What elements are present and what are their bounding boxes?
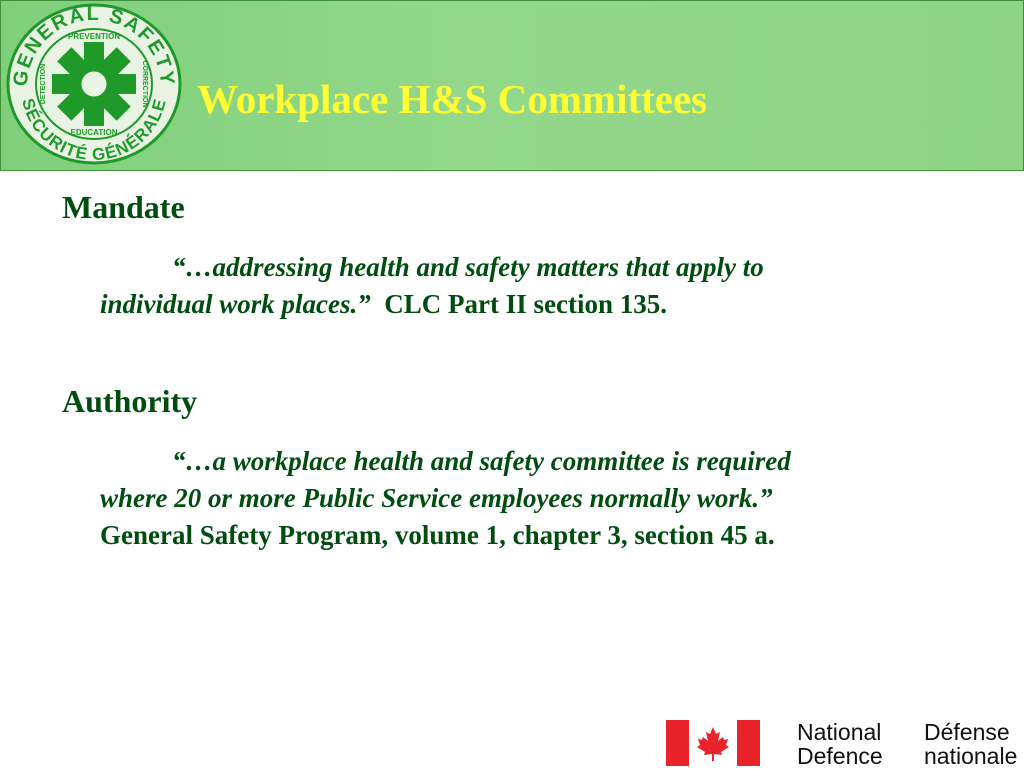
- slide-title: Workplace H&S Committees: [197, 76, 708, 122]
- mandate-quote: [100, 249, 980, 323]
- header-banner: [0, 0, 1024, 171]
- mandate-quote-line1: “…addressing health and safety matters that apply to: [172, 252, 764, 282]
- svg-text:DETECTION: DETECTION: [40, 63, 47, 105]
- footer-defense-fr: Défense: [924, 719, 1010, 745]
- canada-flag-icon: [666, 720, 760, 766]
- svg-text:PREVENTION: PREVENTION: [67, 32, 121, 41]
- authority-quote: [100, 443, 980, 554]
- authority-heading: Authority: [62, 383, 198, 419]
- mandate-quote-line2: individual work places.”: [100, 289, 371, 319]
- authority-source: General Safety Program, volume 1, chapter 3, section 45 a.: [100, 520, 775, 550]
- mandate-heading: Mandate: [62, 189, 185, 225]
- footer-national: National: [797, 719, 882, 745]
- svg-text:SÉCURITÉ GÉNÉRALE: SÉCURITÉ GÉNÉRALE: [18, 96, 170, 165]
- svg-text:GENERAL SAFETY: GENERAL SAFETY: [9, 3, 179, 88]
- svg-text:CORRECTION: CORRECTION: [141, 60, 148, 108]
- authority-quote-line2: where 20 or more Public Service employees normally work.”: [100, 483, 773, 513]
- mandate-source: CLC Part II section 135.: [384, 289, 667, 319]
- footer-defence: Defence: [797, 743, 883, 769]
- svg-text:EDUCATION: EDUCATION: [70, 128, 118, 137]
- authority-quote-line1: “…a workplace health and safety committee is required: [172, 446, 791, 476]
- general-safety-logo-icon: [5, 3, 183, 165]
- footer-nationale-fr: nationale: [924, 743, 1018, 769]
